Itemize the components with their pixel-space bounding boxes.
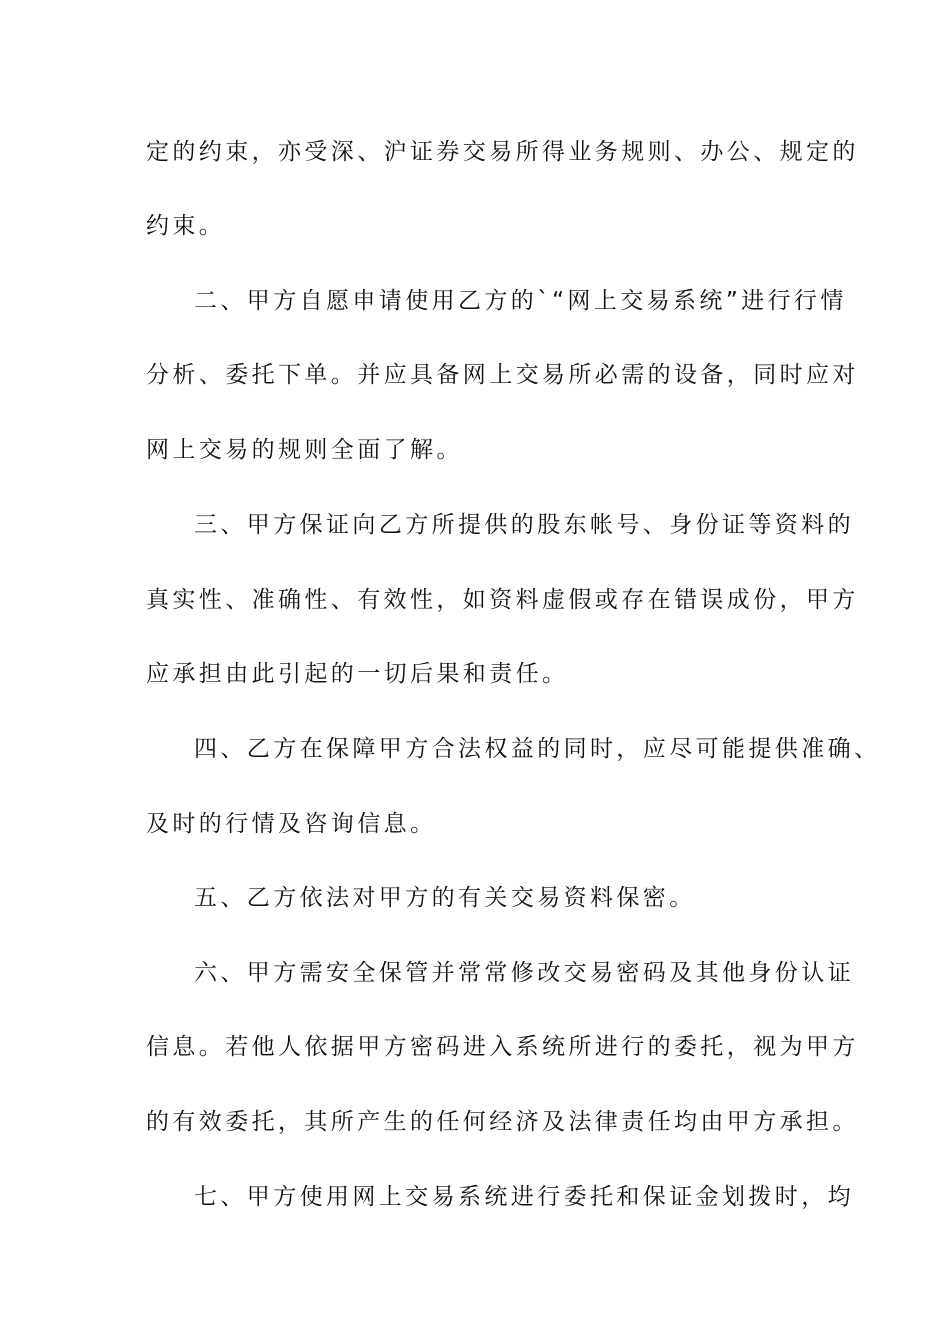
text-line: 定的约束，亦受深、沪证券交易所得业务规则、办公、规定的 xyxy=(146,139,859,165)
text-line: 真实性、准确性、有效性，如资料虚假或存在错误成份，甲方 xyxy=(146,587,859,613)
text-line: 四、乙方在保障甲方合法权益的同时，应尽可能提供准确、 xyxy=(194,736,881,762)
text-line: 及时的行情及咨询信息。 xyxy=(146,811,437,837)
text-line: 五、乙方依法对甲方的有关交易资料保密。 xyxy=(194,885,696,911)
text-line: 应承担由此引起的一切后果和责任。 xyxy=(146,661,569,687)
text-line: 约束。 xyxy=(146,213,226,239)
text-line: 二、甲方自愿申请使用乙方的`“网上交易系统”进行行情 xyxy=(194,288,847,314)
text-line: 七、甲方使用网上交易系统进行委托和保证金划拨时，均 xyxy=(194,1184,854,1210)
text-line: 网上交易的规则全面了解。 xyxy=(146,437,463,463)
text-line: 三、甲方保证向乙方所提供的股东帐号、身份证等资料的 xyxy=(194,512,854,538)
text-line: 信息。若他人依据甲方密码进入系统所进行的委托，视为甲方 xyxy=(146,1034,859,1060)
text-line: 的有效委托，其所产生的任何经济及法律责任均由甲方承担。 xyxy=(146,1109,859,1135)
text-line: 六、甲方需安全保管并常常修改交易密码及其他身份认证 xyxy=(194,960,854,986)
text-line: 分析、委托下单。并应具备网上交易所必需的设备，同时应对 xyxy=(146,362,859,388)
